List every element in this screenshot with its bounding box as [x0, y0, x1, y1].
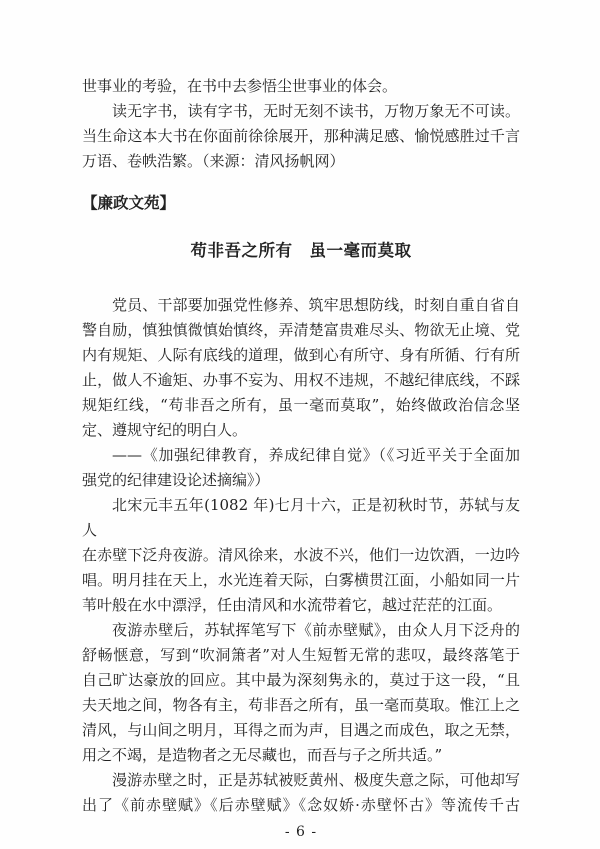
section-header: 【廉政文苑】: [82, 193, 176, 212]
paragraph: [82, 493, 520, 618]
text-line: 警自励，慎独慎微慎始慎终，弄清楚富贵难尽头、物欲无止境、党: [82, 321, 520, 339]
text-line: 清风，与山间之明月，耳得之而为声，目遇之而成色，取之无禁，: [82, 721, 520, 739]
paragraph: [82, 618, 520, 768]
text-line: 强党的纪律建设论述摘编》）: [82, 471, 270, 489]
text-line: 夜游赤壁后，苏轼挥笔写下《前赤壁赋》，由众人月下泛舟的: [112, 621, 520, 639]
paragraph: [82, 293, 520, 443]
text-line: 漫游赤壁之时，正是苏轼被贬黄州、极度失意之际，可他却写: [112, 771, 520, 789]
page-content: [82, 0, 520, 842]
text-line: 定、遵规守纪的明白人。: [82, 421, 248, 439]
text-line: 党员、干部要加强党性修养、筑牢思想防线，时刻自重自省自: [112, 296, 520, 314]
text-line: 北宋元丰五年(1082 年)七月十六，正是初秋时节，苏轼与友人: [82, 496, 520, 539]
text-line: 规矩红线，“苟非吾之所有，虽一毫而莫取”，始终做政治信念坚: [82, 396, 520, 414]
paragraph: [82, 74, 520, 99]
paragraph: [82, 768, 520, 818]
text-line: 读无字书，读有字书，无时无刻不读书，万物万象无不可读。: [112, 102, 520, 120]
intro-paragraphs: [82, 74, 520, 174]
text-line: 内有规矩、人际有底线的道理，做到心有所守、身有所循、行有所: [82, 346, 520, 364]
text-line: 唱。明月挂在天上，水光连着天际，白雾横贯江面，小船如同一片: [82, 571, 520, 589]
text-line: 舒畅惬意，写到“吹洞箫者”对人生短暂无常的悲叹，最终落笔于: [82, 646, 520, 664]
text-line: 苇叶般在水中漂浮，任由清风和水流带着它，越过茫茫的江面。: [82, 596, 503, 614]
text-line: 夫天地之间，物各有主，苟非吾之所有，虽一毫而莫取。惟江上之: [82, 696, 520, 714]
text-line: 在赤壁下泛舟夜游。清风徐来，水波不兴，他们一边饮酒，一边吟: [82, 546, 520, 564]
text-line: ——《加强纪律教育，养成纪律自觉》（《习近平关于全面加: [112, 446, 520, 464]
text-line: 当生命这本大书在你面前徐徐展开，那种满足感、愉悦感胜过千言: [82, 127, 520, 145]
page-number: - 6 -: [284, 824, 318, 840]
article-title: 苟非吾之所有 虽一毫而莫取: [190, 241, 412, 260]
text-line: 用之不竭，是造物者之无尽藏也，而吾与子之所共适。”: [82, 746, 443, 764]
paragraph: [82, 99, 520, 174]
text-line: 自己旷达豪放的回应。其中最为深刻隽永的，莫过于这一段，“且: [82, 671, 520, 689]
text-line: 止，做人不逾矩、办事不妄为、用权不违规，不越纪律底线，不踩: [82, 371, 520, 389]
body-paragraphs: [82, 293, 520, 818]
paragraph: [82, 443, 520, 493]
text-line: 万语、卷帙浩繁。（来源：清风扬帆网）: [82, 152, 345, 170]
text-line: 出了《前赤壁赋》《后赤壁赋》《念奴娇·赤壁怀古》等流传千古: [82, 796, 520, 814]
text-line: 世事业的考验，在书中去参悟尘世事业的体会。: [82, 77, 398, 95]
